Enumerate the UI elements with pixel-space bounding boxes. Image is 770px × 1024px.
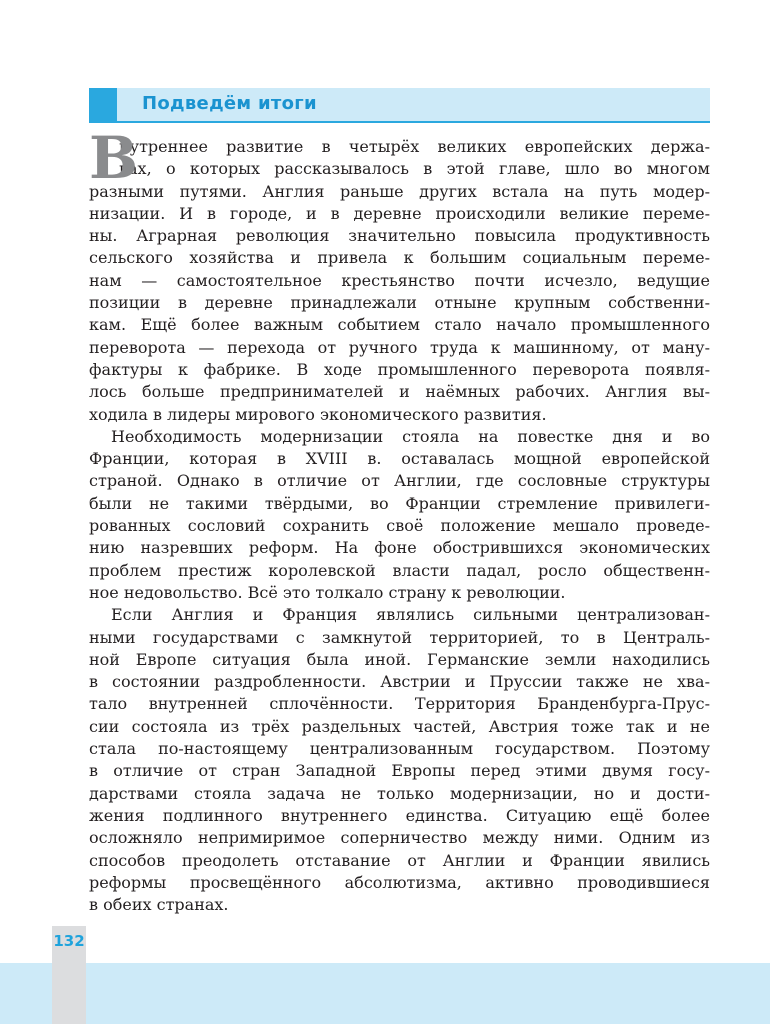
text-line: ны. Аграрная революция значительно повысила продуктивность	[89, 226, 710, 246]
text-line: ной Европе ситуация была иной. Германские земли находились	[89, 649, 710, 669]
text-line: Если Англия и Франция являлись сильными централизован-	[111, 605, 710, 625]
text-line: ное недовольство. Всё это толкало страну к революции.	[89, 582, 566, 602]
text-line: в отличие от стран Западной Европы перед этими двумя госу-	[89, 761, 710, 781]
text-line: стала по-настоящему централизованным государством. Поэтому	[89, 739, 710, 759]
text-line: Франции, которая в XVIII в. оставалась мощной европейской	[89, 449, 710, 469]
text-line: нутреннее развитие в четырёх великих европейских держа-	[119, 137, 710, 156]
text-line: страной. Однако в отличие от Англии, где сословные структуры	[89, 471, 710, 491]
text-line: сельского хозяйства и привела к большим социальным переме-	[89, 248, 710, 268]
text-line: дарствами стояла задача не только модернизации, но и дости-	[89, 783, 710, 803]
text-line: кам. Ещё более важным событием стало начало промышленного	[89, 315, 710, 335]
text-line: жения подлинного внутреннего единства. Ситуацию ещё более	[89, 805, 710, 825]
text-line: лось больше предпринимателей и наёмных рабочих. Англия вы-	[89, 382, 710, 402]
text-line: в обеих странах.	[89, 895, 229, 915]
text-line: Необходимость модернизации стояла на повестке дня и во	[111, 426, 710, 446]
section-header-accent	[89, 88, 117, 121]
text-line: были не такими твёрдыми, во Франции стремление привилеги-	[89, 493, 710, 513]
page-number: 132	[53, 932, 85, 950]
text-line: рованных сословий сохранить своё положение мешало проведе-	[89, 516, 710, 536]
text-line: ходила в лидеры мирового экономического развития.	[89, 404, 547, 424]
text-line: нию назревших реформ. На фоне обострившихся экономических	[89, 538, 710, 558]
text-line: разными путями. Англия раньше других встала на путь модер-	[89, 181, 710, 201]
text-line: тало внутренней сплочённости. Территория Бранденбурга-Прус-	[89, 694, 710, 714]
section-header	[89, 88, 710, 123]
text-line: позиции в деревне принадлежали отныне крупным собственни-	[89, 293, 710, 313]
section-title: Подведём итоги	[142, 93, 317, 114]
text-line: проблем престиж королевской власти падал, росло общественн-	[89, 560, 710, 580]
text-line: ными государствами с замкнутой территорией, то в Централь-	[89, 627, 710, 647]
text-line: в состоянии раздробленности. Австрии и Пруссии также не хва-	[89, 672, 710, 692]
text-line: сии состояла из трёх раздельных частей, Австрия тоже так и не	[89, 716, 710, 736]
text-line: вах, о которых рассказывалось в этой главе, шло во многом	[119, 159, 710, 179]
text-line: способов преодолеть отставание от Англии и Франции явились	[89, 850, 710, 870]
page-footer-band	[0, 963, 770, 1024]
text-line: фактуры к фабрике. В ходе промышленного переворота появля-	[89, 359, 710, 379]
text-line: реформы просвещённого абсолютизма, активно проводившиеся	[89, 872, 710, 892]
text-line: переворота — перехода от ручного труда к машинному, от ману-	[89, 337, 710, 357]
text-line: нам — самостоятельное крестьянство почти исчезло, ведущие	[89, 270, 710, 290]
text-line: осложняло непримиримое соперничество между ними. Одним из	[89, 828, 710, 848]
text-body	[89, 124, 710, 916]
drop-cap: В	[89, 124, 139, 192]
text-line: низации. И в городе, и в деревне происходили великие переме-	[89, 203, 710, 223]
